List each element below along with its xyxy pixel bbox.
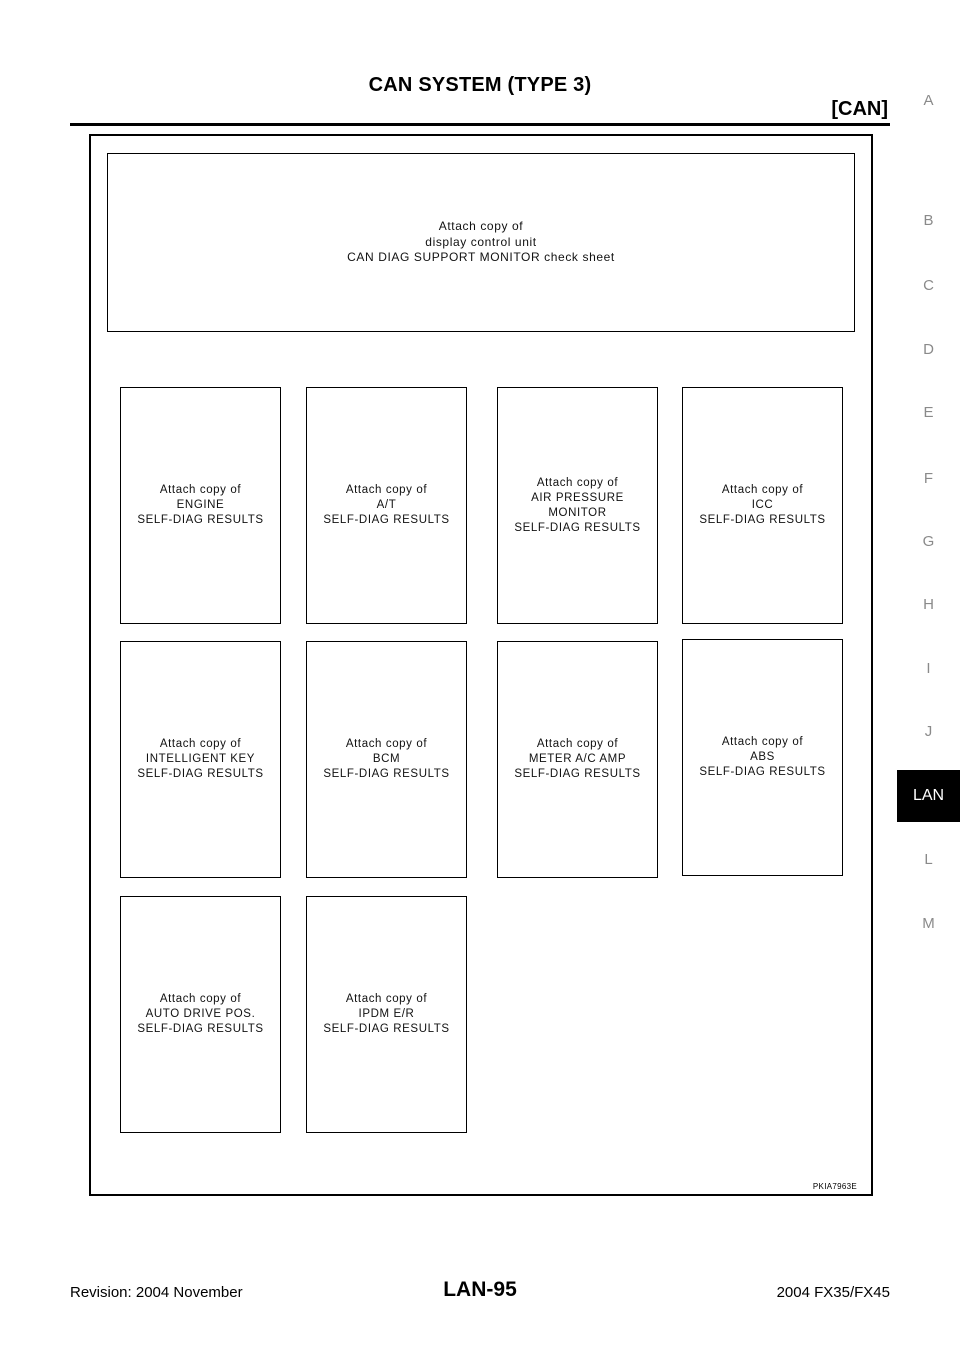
auto-drive-pos-results-text: Attach copy of AUTO DRIVE POS. SELF-DIAG RESULTS [137, 993, 264, 1035]
tab-h[interactable]: H [923, 596, 934, 613]
figure-frame [89, 134, 873, 1196]
auto-drive-pos-results-box [120, 896, 281, 1133]
tab-lan[interactable]: LAN [897, 770, 960, 822]
intelligent-key-results-box [120, 641, 281, 878]
tab-c[interactable]: C [923, 277, 934, 294]
page-number: LAN-95 [443, 1278, 517, 1301]
engine-results-text: Attach copy of ENGINE SELF-DIAG RESULTS [137, 484, 264, 526]
abs-results-text: Attach copy of ABS SELF-DIAG RESULTS [699, 736, 826, 778]
bcm-results-text: Attach copy of BCM SELF-DIAG RESULTS [323, 738, 450, 780]
engine-results-box [120, 387, 281, 624]
tab-f[interactable]: F [923, 470, 934, 487]
tab-m[interactable]: M [922, 915, 935, 932]
tab-i[interactable]: I [926, 660, 931, 677]
main-check-sheet-box [107, 153, 855, 332]
meter-ac-amp-results-text: Attach copy of METER A/C AMP SELF-DIAG RESULTS [514, 738, 641, 780]
tab-e[interactable]: E [923, 404, 934, 421]
air-pressure-monitor-results-text: Attach copy of AIR PRESSURE MONITOR SELF-DIAG RESULTS [514, 476, 641, 534]
tab-d[interactable]: D [923, 341, 934, 358]
abs-results-box [682, 639, 843, 876]
section-label: [CAN] [831, 98, 888, 120]
at-results-box [306, 387, 467, 624]
section-index-tabs [897, 0, 960, 1358]
bcm-results-box [306, 641, 467, 878]
air-pressure-monitor-results-box [497, 387, 658, 624]
revision-date: Revision: 2004 November [70, 1284, 243, 1301]
at-results-text: Attach copy of A/T SELF-DIAG RESULTS [323, 484, 450, 526]
tab-a[interactable]: A [923, 92, 934, 109]
ipdm-er-results-box [306, 896, 467, 1133]
tab-b[interactable]: B [923, 212, 934, 229]
ipdm-er-results-text: Attach copy of IPDM E/R SELF-DIAG RESULTS [323, 993, 450, 1035]
main-check-sheet-text: Attach copy of display control unit CAN DIAG SUPPORT MONITOR check sheet [347, 219, 615, 265]
tab-l[interactable]: L [924, 851, 933, 868]
tab-g[interactable]: G [922, 533, 935, 550]
header-rule [70, 123, 890, 126]
icc-results-text: Attach copy of ICC SELF-DIAG RESULTS [699, 484, 826, 526]
meter-ac-amp-results-box [497, 641, 658, 878]
icc-results-box [682, 387, 843, 624]
vehicle-model: 2004 FX35/FX45 [776, 1284, 890, 1301]
page-title: CAN SYSTEM (TYPE 3) [368, 74, 592, 96]
intelligent-key-results-text: Attach copy of INTELLIGENT KEY SELF-DIAG RESULTS [137, 738, 264, 780]
figure-code: PKIA7963E [812, 1182, 857, 1191]
tab-j[interactable]: J [924, 723, 933, 740]
